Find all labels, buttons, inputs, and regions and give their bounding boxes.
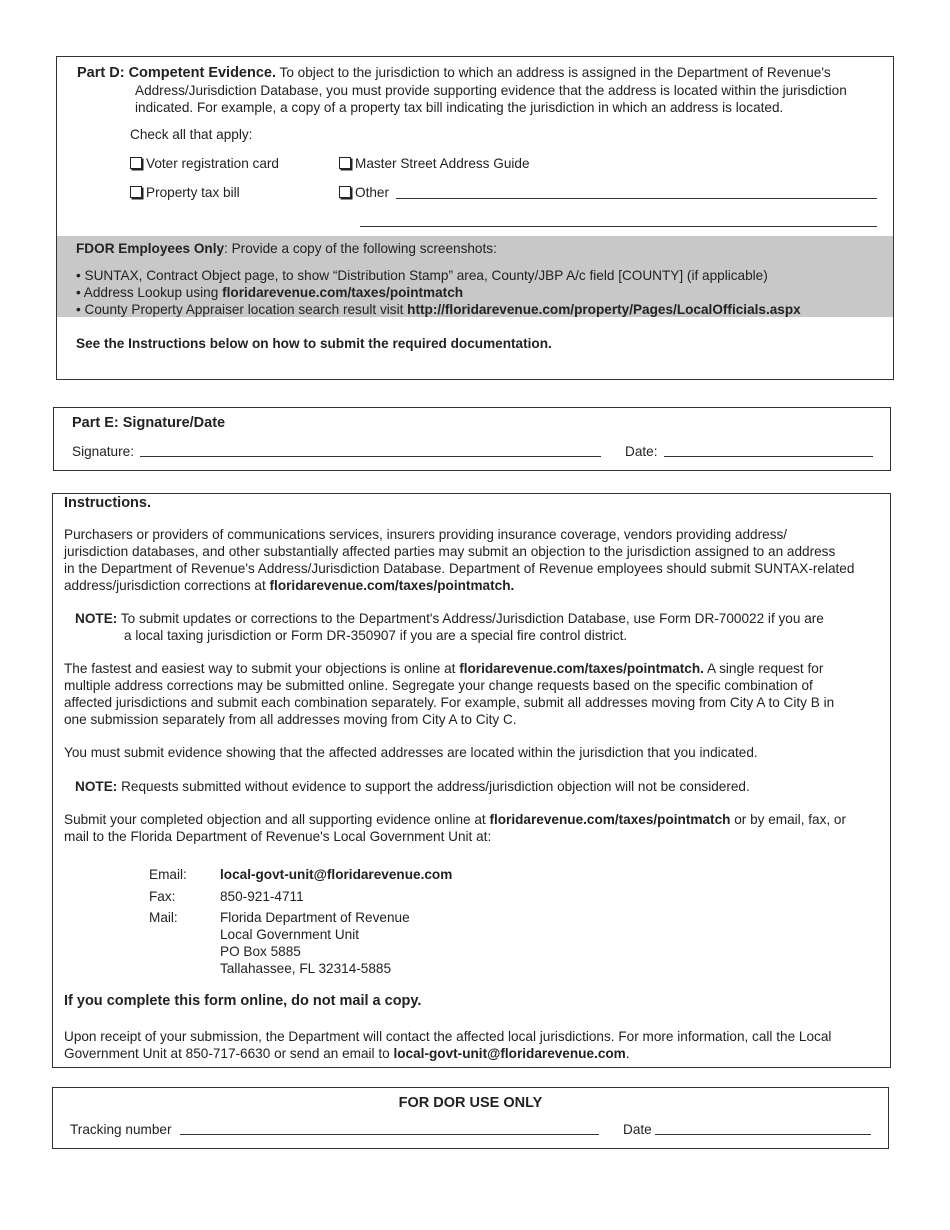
instructions-para-5: Upon receipt of your submission, the Department will contact the affected local jurisdictions. For more information, call the Local Government Unit at 850-717-6630 or send an email to local-govt-unit@floridarevenue.com. bbox=[64, 1029, 832, 1061]
contact-fax-label: Fax: bbox=[149, 889, 176, 904]
checkbox-icon[interactable] bbox=[339, 186, 351, 198]
checkbox-property-tax-bill[interactable]: Property tax bill bbox=[130, 184, 240, 201]
bullet-suntax: • SUNTAX, Contract Object page, to show “Distribution Stamp” area, County/JBP A/c field [COUNTY] (if applicable) bbox=[76, 268, 768, 283]
other-line-1[interactable] bbox=[396, 198, 877, 199]
note-updates: NOTE: To submit updates or corrections to the Department's Address/Jurisdiction Database, use Form DR-700022 if you are a local taxing jurisdiction or Form DR-350907 if you are a special fire control district. bbox=[75, 611, 824, 643]
signature-label: Signature: bbox=[72, 444, 134, 459]
check-all-label: Check all that apply: bbox=[130, 127, 253, 142]
instructions-para-3: You must submit evidence showing that the affected addresses are located within the jurisdiction that you indicated. bbox=[64, 745, 758, 760]
checkbox-icon[interactable] bbox=[130, 186, 142, 198]
note-evidence: NOTE: Requests submitted without evidence to support the address/jurisdiction objection will not be considered. bbox=[75, 779, 750, 794]
checkbox-voter-registration[interactable]: Voter registration card bbox=[130, 155, 279, 172]
part-e-title: Part E: Signature/Date bbox=[72, 415, 226, 431]
contact-mail-label: Mail: bbox=[149, 910, 178, 925]
dor-date-label: Date bbox=[623, 1122, 652, 1137]
tracking-number-label: Tracking number bbox=[70, 1122, 172, 1137]
contact-email-label: Email: bbox=[149, 867, 187, 882]
contact-email-value[interactable]: local-govt-unit@floridarevenue.com bbox=[220, 867, 453, 882]
see-instructions-note: See the Instructions below on how to submit the required documentation. bbox=[76, 336, 552, 351]
instructions-title: Instructions. bbox=[64, 495, 152, 511]
other-line-2[interactable] bbox=[360, 226, 877, 227]
checkbox-icon[interactable] bbox=[339, 157, 351, 169]
dor-use-title: FOR DOR USE ONLY bbox=[398, 1095, 543, 1111]
fdor-employees-heading: FDOR Employees Only: Provide a copy of the following screenshots: bbox=[76, 241, 497, 256]
instructions-para-2: The fastest and easiest way to submit your objections is online at floridarevenue.com/taxes/pointmatch. A single request for multiple address corrections may be submitted online. Segregate your change requests based on the specific combination of affected jurisdictions and submit each combination separately. For example, submit all addresses moving from City A to City B in one submission separately from all addresses moving from City A to City C. bbox=[64, 661, 835, 727]
tracking-number-line[interactable] bbox=[180, 1134, 599, 1135]
online-no-mail-note: If you complete this form online, do not mail a copy. bbox=[64, 993, 422, 1009]
checkbox-icon[interactable] bbox=[130, 157, 142, 169]
instructions-para-1: Purchasers or providers of communications services, insurers providing insurance coverage, vendors providing address/ jurisdiction databases, and other substantially affected parties may submit an objection to the jurisdiction assigned to an address in the Department of Revenue's Address/Jurisdiction Database. Department of Revenue employees should submit SUNTAX-related address/jurisdiction corrections at floridarevenue.com/taxes/pointmatch. bbox=[64, 527, 855, 593]
checkbox-other[interactable]: Other bbox=[339, 184, 389, 201]
bullet-address-lookup: • Address Lookup using floridarevenue.com/taxes/pointmatch bbox=[76, 285, 464, 300]
part-d-intro: Part D: Competent Evidence. To object to the jurisdiction to which an address is assigned in the Department of Revenue's Address/Jurisdiction Database, you must provide supporting evidence that the address is located within the jurisdiction indicated. For example, a copy of a property tax bill indicating the jurisdiction in which an address is located. bbox=[77, 65, 847, 115]
date-line[interactable] bbox=[664, 456, 873, 457]
dor-date-line[interactable] bbox=[655, 1134, 871, 1135]
contact-fax-value: 850-921-4711 bbox=[220, 889, 304, 904]
signature-line[interactable] bbox=[140, 456, 601, 457]
checkbox-master-street-guide[interactable]: Master Street Address Guide bbox=[339, 155, 530, 172]
date-label: Date: bbox=[625, 444, 658, 459]
part-d-title: Part D: Competent Evidence. bbox=[77, 65, 277, 81]
bullet-property-appraiser: • County Property Appraiser location search result visit http://floridarevenue.com/property/Pages/LocalOfficials.aspx bbox=[76, 302, 801, 317]
fdor-bullets bbox=[76, 267, 886, 318]
instructions-para-4: Submit your completed objection and all supporting evidence online at floridarevenue.com/taxes/pointmatch or by email, fax, or mail to the Florida Department of Revenue's Local Government Unit at: bbox=[64, 812, 847, 844]
contact-mail-address: Florida Department of Revenue Local Government Unit PO Box 5885 Tallahassee, FL 32314-5885 bbox=[220, 910, 410, 976]
